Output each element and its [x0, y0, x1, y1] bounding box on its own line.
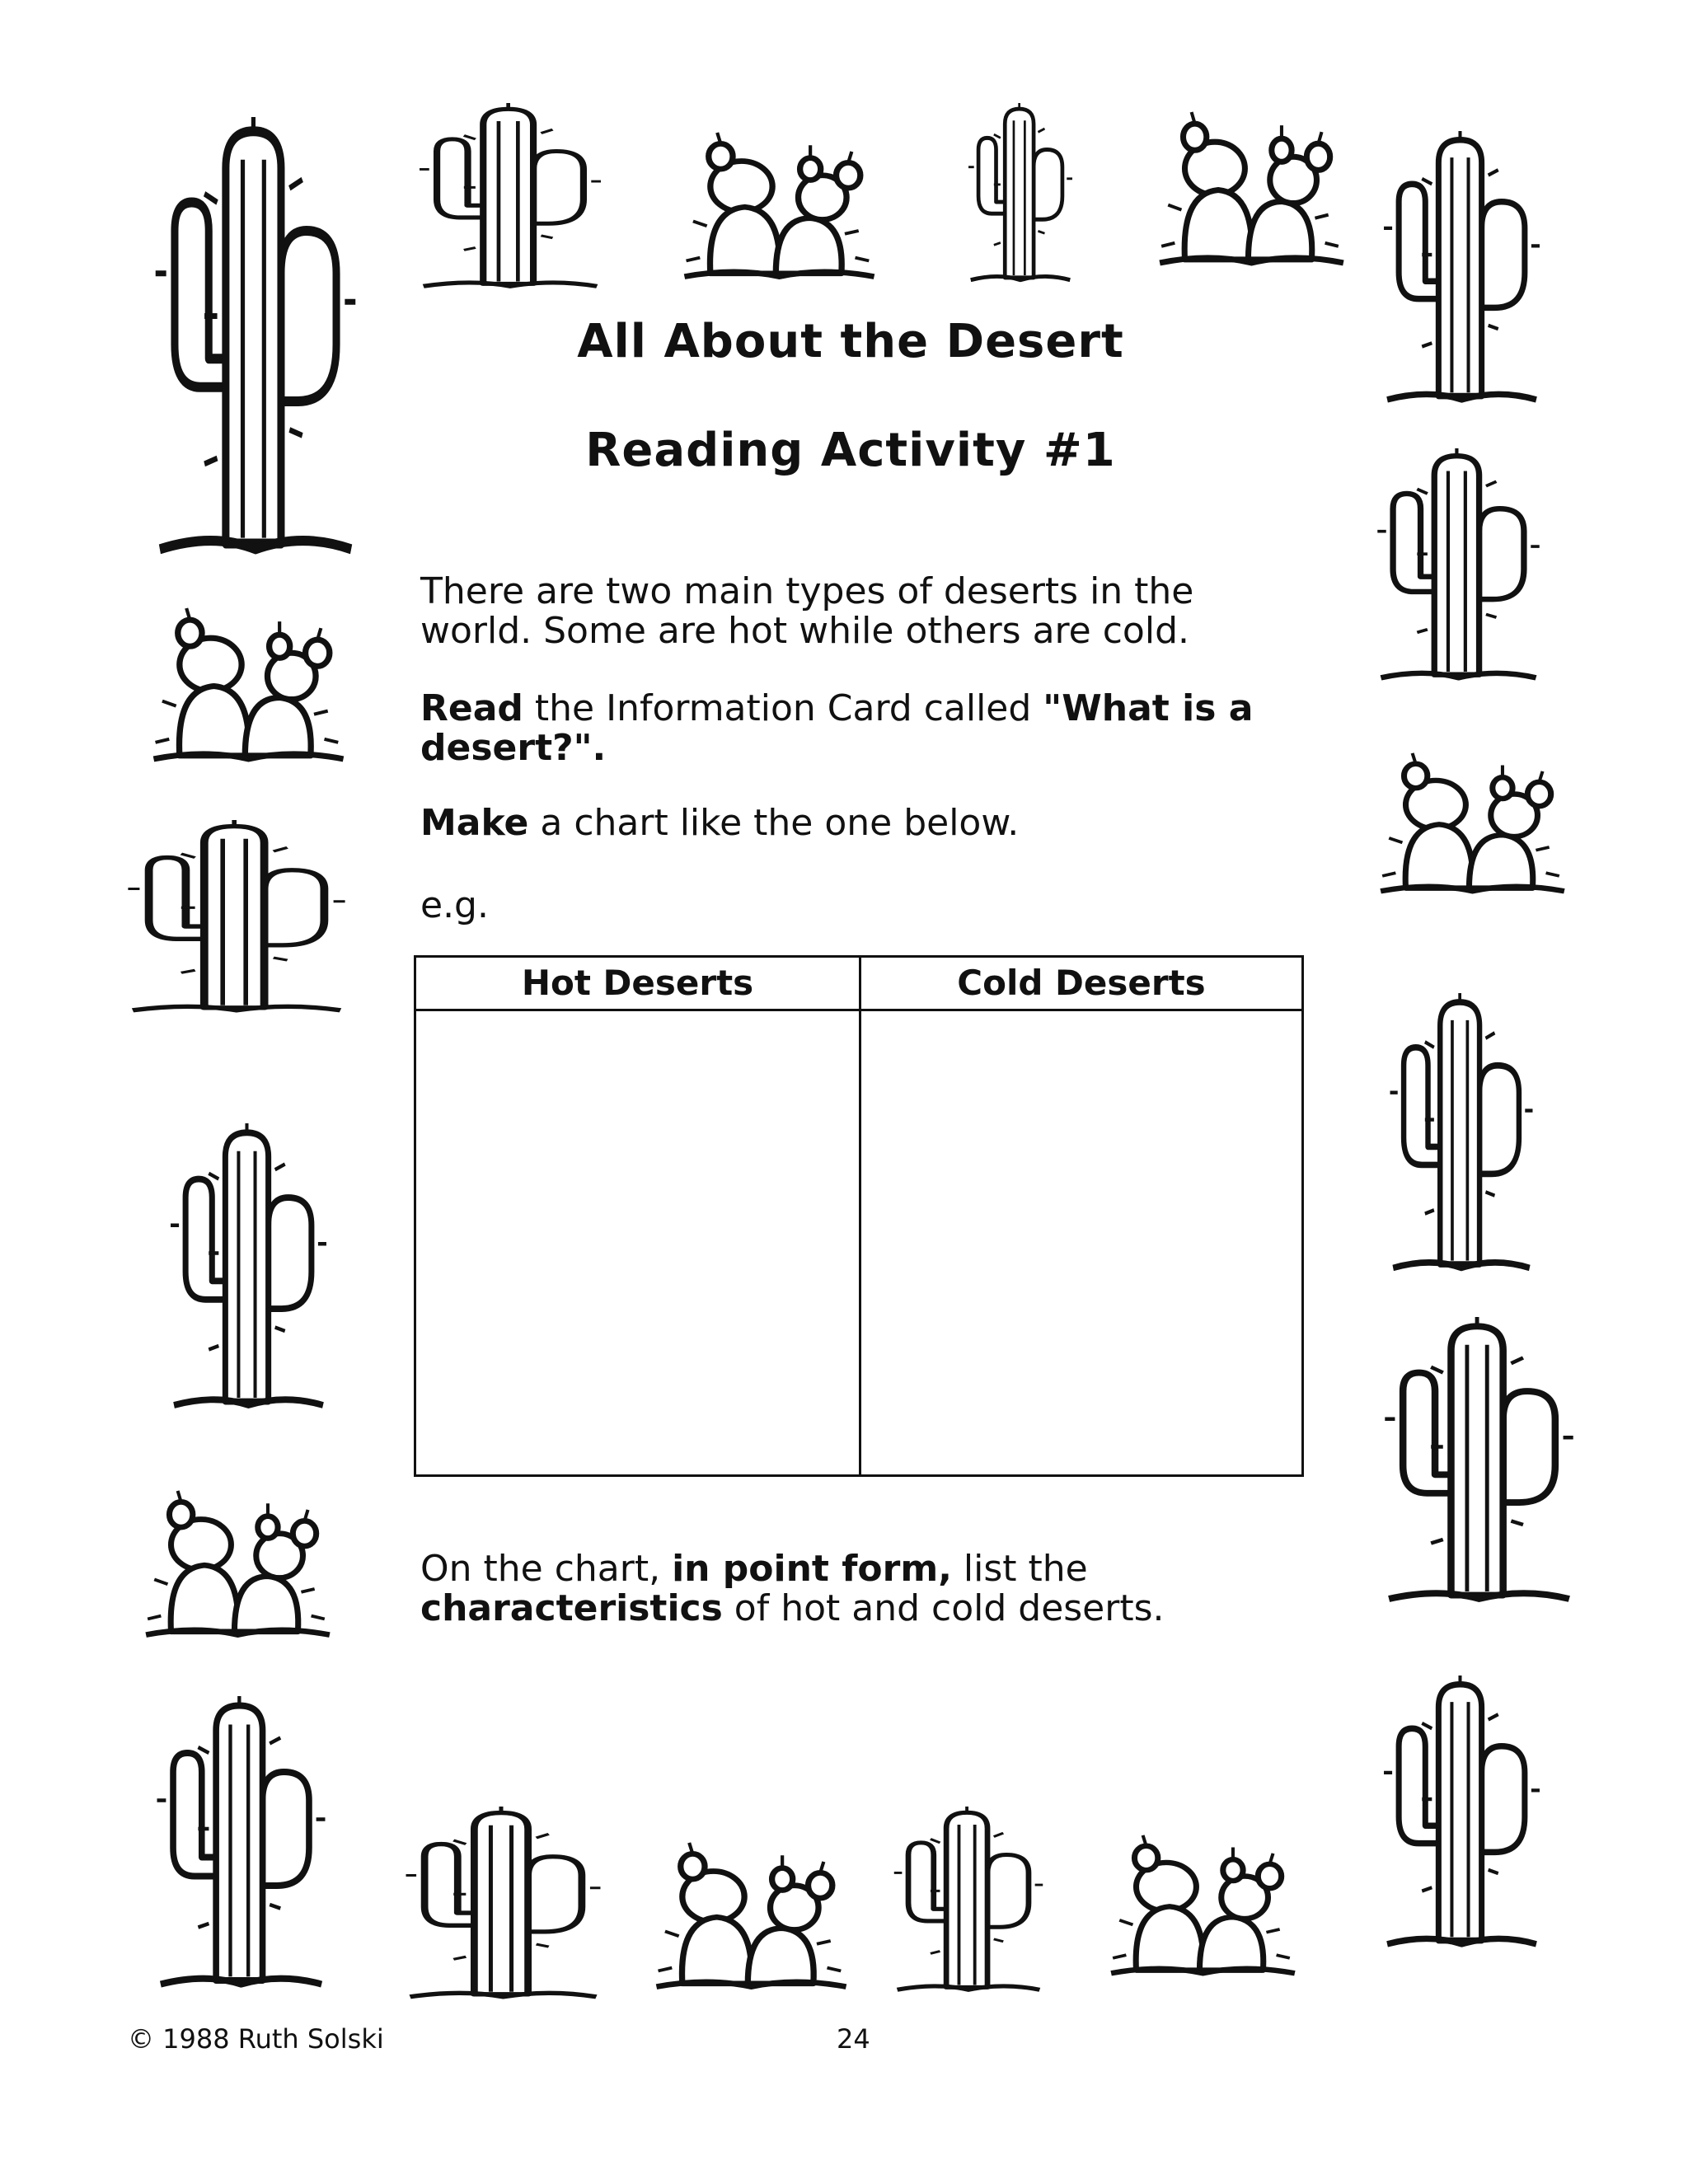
saguaro-cactus-illustration — [1386, 993, 1537, 1282]
page-title: All About the Desert — [577, 315, 1124, 368]
saguaro-cactus-illustration — [414, 103, 607, 296]
read-text: the Information Card called — [523, 687, 1043, 729]
hot-cold-deserts-chart — [414, 955, 1304, 1477]
read-keyword: Read — [420, 687, 523, 729]
prickly-pear-cactus-illustration — [648, 1841, 855, 1999]
final-text-1: On the chart, — [420, 1548, 673, 1590]
saguaro-cactus-illustration — [121, 820, 352, 1020]
prickly-pear-cactus-illustration — [145, 607, 352, 772]
prickly-pear-cactus-illustration — [676, 131, 883, 289]
make-instruction — [420, 804, 1311, 843]
saguaro-cactus-illustration — [889, 1807, 1048, 1999]
final-text-2: list the — [951, 1548, 1088, 1590]
header-hot-deserts: Hot Deserts — [521, 963, 754, 1003]
saguaro-cactus-illustration — [152, 1696, 331, 1999]
header-cold-deserts: Cold Deserts — [957, 963, 1206, 1003]
example-label: e.g. — [420, 884, 489, 926]
saguaro-cactus-illustration — [166, 1123, 331, 1420]
card-title-part-2: desert?". — [420, 727, 607, 769]
prickly-pear-cactus-illustration — [138, 1489, 338, 1647]
prickly-pear-cactus-illustration — [1372, 752, 1573, 903]
point-form-emphasis: in point form, — [672, 1548, 952, 1590]
final-instruction — [420, 1549, 1311, 1629]
column-divider — [859, 958, 861, 1474]
saguaro-cactus-illustration — [1372, 448, 1545, 690]
intro-paragraph — [420, 572, 1311, 651]
card-title-part-1: "What is a — [1043, 687, 1254, 729]
intro-line-2: world. Some are hot while others are cold. — [420, 610, 1189, 652]
make-keyword: Make — [420, 802, 529, 844]
page-number: 24 — [837, 2023, 870, 2055]
saguaro-cactus-illustration — [1379, 131, 1545, 414]
saguaro-cactus-illustration — [400, 1807, 607, 2007]
characteristics-emphasis: characteristics — [420, 1587, 723, 1629]
saguaro-cactus-illustration — [1379, 1675, 1545, 1958]
saguaro-cactus-illustration — [965, 103, 1076, 289]
copyright-notice: © 1988 Ruth Solski — [128, 2023, 384, 2055]
final-text-3: of hot and cold deserts. — [722, 1587, 1165, 1629]
prickly-pear-cactus-illustration — [1103, 1834, 1303, 1985]
make-text: a chart like the one below. — [528, 802, 1020, 844]
activity-subtitle: Reading Activity #1 — [585, 424, 1116, 477]
read-instruction — [420, 689, 1311, 768]
prickly-pear-cactus-illustration — [1151, 110, 1352, 276]
saguaro-cactus-illustration — [1379, 1317, 1579, 1614]
intro-line-1: There are two main types of deserts in the — [420, 570, 1194, 612]
